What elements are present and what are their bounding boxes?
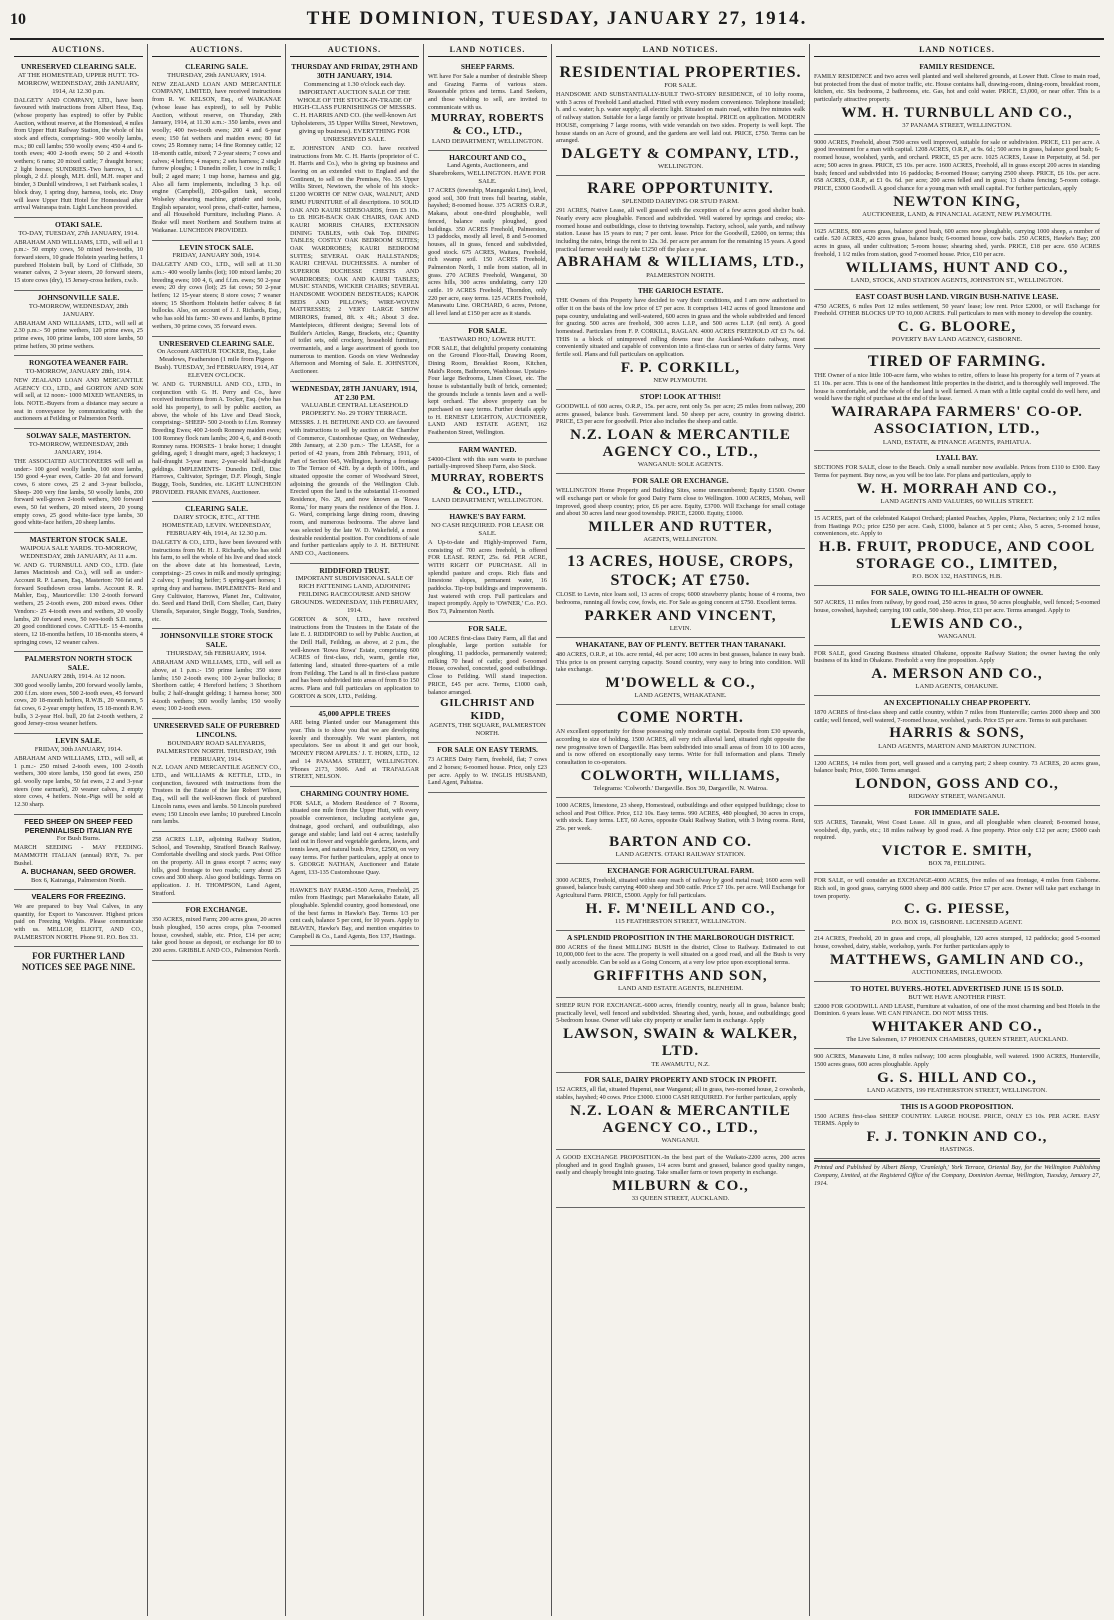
ad-title: WEDNESDAY, 28TH JANUARY, 1914, AT 2.30 P.M. — [291, 383, 418, 402]
agent-address: Telegrams: 'Colworth.' Dargaville. Box 39, Dargaville, N. Wairoa. — [593, 784, 768, 792]
agent-name: LONDON, GOSS AND CO., — [855, 776, 1059, 792]
agent-address: AUCTIONEERS, INGLEWOOD. — [911, 969, 1003, 977]
printer-imprint: Printed and Published by Albert Blemp, 'Cranleigh,' York Terrace, Oriental Bay, for the Wellington Publishing Company, Limited, at the Registered Office of the Company, Dominion Avenue, Wellington, Tuesday, January 27, 1914. — [814, 1160, 1100, 1187]
agent-name: NEWTON KING, — [893, 193, 1021, 210]
agent-name: MILBURN & CO., — [612, 1178, 749, 1195]
ad-body: 1000 ACRES, limestone, 23 sheep, Homestead, outbuildings and other equipped buildings; close to school and Post Office. Price, £12 10s. Easy terms. 990 ACRES, 480 ploughed, 30 acres in crops, with stock. Easy terms. LET, 60 Acres, opposite Otaki Railway Station, with 3 living rooms. Rent, 25s. per week. — [556, 801, 805, 832]
ad-body: 15 ACRES, part of the celebrated Kaiapoi Orchard; planted Peaches, Apples, Plums, Nectarines; only 2 1/2 miles from Hastings P.O.; price £250 per acre. Cash, £1000, balance at 5 per cent.; Also, 5 acres, 5-roomed house, conveniences, etc. Apply to — [814, 514, 1100, 538]
advertisement — [290, 707, 419, 787]
ad-title: SOLWAY SALE, MASTERTON. — [26, 431, 131, 441]
ad-body: 800 ACRES of the finest MILLING BUSH in the district, Close to Railway. Estimated to cut 10,000,000 feet to the acre. The property is well situated on a good road, and all the Bush is very easily accessible. Can be sold as a Going Concern, at a very low price upon exceptional terms. — [556, 943, 805, 967]
advertisement — [14, 734, 143, 815]
advertisement — [814, 873, 1100, 931]
ad-body: 73 ACRES Dairy Farm, freehold, flat; 7 cows and 2 horses; 6-roomed house. Price, only £23 per acre. Apply to W. INGLIS HUSBAND, Land Agent, Pahiatua. — [428, 756, 547, 787]
ad-body: GORTON & SON, LTD., have received instructions from the Trustees in the Estate of the late E. J. RIDDIFORD to sell by Public Auction, at the Drill Hall, Feilding, as above, at 2 p.m., the well-known 'Rowa Rowa' Estate, comprising 600 ACRES of first-class, rich, warm, gentle rise, fattening land, situated three-quarters of a mile from Feilding. The Land is all in first-class pasture and has been subdivided into areas of from 8 to 150 acres. Plans and full particulars on application to GORTON & SON, LTD., Feilding. — [290, 615, 419, 700]
ad-subtitle: Land Agents, Auctioneers, and Sharebrokers, WELLINGTON. HAVE FOR SALE. — [429, 162, 546, 186]
ad-title: JOHNSONVILLE SALE. — [37, 292, 120, 302]
ad-body: FOR SALE, or will consider an EXCHANGE-4000 ACRES, five miles of sea frontage, 4 miles from Gisborne. Rich soil, in good grass, carrying 6000 sheep and 800 cattle. Price £7 per acre. Owner will take part exchange in town property. — [814, 877, 1100, 900]
ad-body: 214 ACRES, Freehold, 20 in grass and crops, all ploughable, 120 acres stumped, 12 paddocks; good 5-roomed house, cowshed, dairy, stable, workshop, yards. For further particulars apply to — [814, 935, 1100, 951]
ad-body: 507 ACRES, 11 miles from railway, by good road, 250 acres in grass, 50 acres ploughable, well fenced; 5-roomed house, cowshed, hayshed; carrying 100 cattle, 500 sheep. Price, £13 per acre. Terms arranged. Apply to — [814, 599, 1100, 614]
advertisement — [14, 60, 143, 218]
ad-title: EAST COAST BUSH LAND. VIRGIN BUSH-NATIVE LEASE. — [855, 291, 1059, 301]
agent-address: NEW PLYMOUTH. — [653, 377, 708, 385]
ad-body: 3000 ACRES, Freehold, situated within easy reach of railway by good metal road; 1600 acres well grassed, balance bush; carrying 4000 sheep and 300 cattle. Price £7 10s. per acre. Will Exchange for Agricultural Farm. PRICE, £5000. Apply for full particulars. — [556, 876, 805, 900]
feed-body: MARCH SEEDING - MAY FEEDING. MAMMOTH ITALIAN (annual) RYE, 7s. per Bushel. — [14, 844, 143, 867]
ad-title: COME NORTH. — [617, 709, 744, 727]
page-number: 10 — [10, 11, 26, 28]
advertisement — [14, 218, 143, 291]
ad-title: FOR SALE. — [468, 623, 507, 633]
agent-name: DALGETY & COMPANY, LTD., — [561, 145, 800, 162]
agent-address: LAND AGENTS AND VALUERS, 60 WILLIS STREET. — [880, 497, 1034, 505]
ad-title: RONGOTEA WEANER FAIR. — [29, 358, 128, 368]
agent-address: WANGANUI. — [938, 632, 976, 640]
column-heading: LAND NOTICES. — [814, 44, 1100, 57]
agent-address: LAND AGENTS, MARTON AND MARTON JUNCTION. — [878, 742, 1036, 750]
ad-title: 45,000 APPLE TREES — [318, 708, 391, 718]
ad-title: FOR SALE. — [468, 325, 507, 335]
ad-body: 258 ACRES L.I.P., adjoining Railway Station, School, and Township, Stratford Branch Railway. Comfortable dwelling and stock yards. Post Office on the property. All in grass except 7 acres; easy hills, good frontage to two roads; carry about 25 cows and 300 sheep. Also good buildings. Terms on application. J. H. THOMPSON, Land Agent, Stratford. — [152, 835, 281, 897]
ad-title: FOR SALE OR EXCHANGE. — [632, 476, 729, 486]
vealers-title: VEALERS FOR FREEZING. — [31, 892, 126, 902]
agent-name: C. G. BLOORE, — [897, 318, 1017, 335]
ad-subtitle: TO-MORROW, WEDNESDAY, 28th JANUARY. — [28, 302, 129, 318]
ad-body: ABRAHAM AND WILLIAMS, LTD., will sell, at 1 p.m.:- 250 mixed 2-tooth ewes, 100 2-tooth wethers, 300 store lambs, 150 good fat ewes, 250 gd. woolly rape lambs, 50 fat ewes, 2 2 and 3-year steers (one earmark), 20 weaner calves, 2 empty store cows, 4 heifers. Note.-Pigs will be sold at 12.30 sharp. — [14, 754, 143, 808]
see-page-nine-notice: FOR FURTHER LAND NOTICES SEE PAGE NINE. — [21, 951, 136, 973]
ad-body: 4750 ACRES, 6 miles Port 12 miles settlement, 50 years' lease; low rent. Price £2000, or will Exchange for Freehold. OTHER BLOCKS UP TO 10,000 ACRES. Full particulars to men with money to develop the country. — [814, 302, 1100, 318]
ad-title: JOHNSONVILLE STORE STOCK SALE. — [159, 631, 274, 650]
ad-title: SHEEP FARMS. — [460, 62, 515, 71]
ad-subtitle: 'EASTWARD HO,' LOWER HUTT. — [439, 335, 536, 343]
ad-title: THIS IS A GOOD PROPOSITION. — [900, 1101, 1014, 1111]
ad-title: CLEARING SALE. — [185, 504, 248, 514]
feed-sheep-advertisement — [14, 815, 143, 891]
advertisement — [428, 60, 547, 151]
advertisement — [290, 564, 419, 707]
columns — [10, 44, 1104, 1616]
ad-subtitle: TO-MORROW, JANUARY 28th, 1914. — [25, 368, 132, 376]
ad-body: SHEEP RUN FOR EXCHANGE.-6000 acres, friendly country, nearly all in grass, balance bush; practically level, well fenced and subdivided. Shearing shed, yards, house, and outbuildings; good 5-bedroom house. Owner will take city property or smaller farm in exchange. Apply — [556, 1001, 805, 1025]
ad-title: UNRESERVED SALE OF PUREBRED LINCOLNS. — [153, 720, 280, 739]
agent-address: POVERTY BAY LAND AGENCY, GISBORNE. — [891, 336, 1023, 344]
agent-address: LAND AND ESTATE AGENTS, BLENHEIM. — [617, 985, 744, 993]
newspaper-title: THE DOMINION, TUESDAY, JANUARY 27, 1914. — [306, 8, 808, 29]
ad-subtitle: On Account ARTHUR TOCKER, Esq., Lake Meadows, Featherston (1 mile from Pigeon Bush). TUESDAY, 3rd FEBRUARY, 1914, AT ELEVEN O'CLOCK. — [154, 348, 279, 380]
advertisement — [290, 883, 419, 947]
agent-name: COLWORTH, WILLIAMS, — [580, 767, 781, 784]
ad-title: THURSDAY AND FRIDAY, 29TH AND 30TH JANUARY, 1914. — [291, 62, 418, 80]
column-auctions-1 — [10, 44, 148, 1616]
agent-name: PARKER AND VINCENT, — [584, 607, 777, 624]
ad-body: 935 ACRES, Taranaki, West Coast Lease. All in grass, and all ploughable when cleared; 8-roomed house, woolshed, dip, yards, etc.; 18 miles railway by good road. A fine property. Price only £12 per acre; £5000 cash required. — [814, 819, 1100, 842]
ad-body: HANDSOME AND SUBSTANTIALLY-BUILT TWO-STORY RESIDENCE, of 10 lofty rooms, with 3 acres of Freehold Land attached. Fitted with every modern convenience. Telephone installed; h. and c. water; h.p. water supply; all electric light. Situated on main road, within five minutes walk of railway station. Suitable for a large family or private hospital. PRICE on application. MODERN HOUSE, comprising 7 large rooms, with wide verandah on two sides. Property is well kept. The house stands on an Acre of ground, and the gardens are well laid out. PRICE, £750. Terms can be arranged. — [556, 91, 805, 145]
vealers-body: We are prepared to buy Veal Calves, in any quantity, for Export to Vancouver. Highest prices paid on Freezing Weights. Please communicate with us. MELLOP, ELIOTT, AND CO., PALMERSTON NORTH. Phone 91. P.O. Box 33. — [14, 903, 143, 941]
ad-title: RARE OPPORTUNITY. — [587, 180, 774, 198]
agent-address: AGENTS, THE SQUARE, PALMERSTON NORTH. — [429, 722, 546, 738]
ad-body: AN excellent opportunity for those possessing only moderate capital. Deposits from £30 upwards, according to size of holding. 1500 ACRES, all very rich alluvial land, situated right opposite the new progressive town of Dargaville. Has been subdivided into small areas of from 10 to 100 acres, and is now offered on exceptionally easy terms. Write for full information and plans. Timely consultation to co-operators. — [556, 728, 805, 767]
ad-body: A Up-to-date and Highly-improved Farm, consisting of 700 acres freehold, is offered FOR LEASE. RENT, 25s. 6d. PER ACRE, WITH RIGHT OF PURCHASE. All in splendid pasture and crops. Rich flats and limestone slopes, permanent water, 16 paddocks. Tip-top buildings and improvements. Just watered with crop. Full particulars and inspect promptly. Apply to 'OWNER,' C.o. P.O. Box 73, Palmerston North. — [428, 538, 547, 616]
advertisement — [814, 586, 1100, 645]
agent-name: W. H. MORRAH AND CO., — [856, 480, 1058, 497]
ad-body: WELLINGTON Home Property and Building Sites, some unencumbered; Equity £1500. Owner will exchange part or whole for good Dairy Farm close to Wellington. 1000 ACRES, Mohau, well improved, good sheep country; price, £6 per acre. Equity, £3700. Will Exchange for small cottage and about 30 acres land near good township. PRICE, £2000. Equity, £1000. — [556, 487, 805, 518]
advertisement — [814, 696, 1100, 755]
ad-body: NEW ZEALAND LOAN AND MERCANTILE COMPANY, LIMITED, have received instructions from R. W. KELSON, Esq., of WAIKANAE (whose lease has expired), to sell by Public Auction, without reserve, on Thursday, 29th January, 1914, at 11.30 a.m.:- 350 lambs, ewes and woolly; 400 two-tooth ewes; 200 4 and 6-year ewes; 150 fat wethers and maiden ewes; 80 fat cows; 25 Romney rams; 14 fine Romney cattle; 12 18-month cattle, mixed; 7 2-year steers; 7 cows and calves; 4 heifers; 4 reapers; 2 sets harness; 2 single furrow ploughs; 1 Dunedin roller, 1 cow in milk; 1 bull; 2 aged mare; 1 trap horse, harness and gig. Also all farm implements, including 3 h.p. oil engine (Campbell), 200-gallon tank, second Wolseley shearing machine, grinder and tools, English separator, wool press, chaff-cutter, harness, and all Household Furniture, including Piano. A Brake will meet Northern and Southern trains at Waikanae. LUNCHEON PROVIDED. — [152, 80, 281, 234]
ad-subtitle: IMPORTANT SUBDIVISIONAL SALE OF RICH FATTENING LAND, ADJOINING FEILDING RACECOURSE AND SHOW GROUNDS. WEDNESDAY, 11th FEBRUARY, 1914. — [290, 575, 419, 615]
ad-body: E. JOHNSTON AND CO. have received instructions from Mr. C. H. Harris (proprietor of C. H. Harris and Co.), who is giving up business and leaving on an extended visit to England and the Continent, to sell on the Premises, No. 35 Upper Willis Street, Newtown, the whole of his stock:- £1200 WORTH OF NEW OAK, WALNUT, AND RIMU FURNITURE of all descriptions. 10 SOLID OAK AND KAURI SIDEBOARDS, from £3 10s. to £8. HIGH-BACK OAK CHAIRS, OAK AND KAURI MORRIS CHAIRS, EXTENSION DINING TABLES, with Oak Top. DINING TABLES; COSTLY OAK BEDROOM SUITES; OAK WARDROBES; KAURI BEDROOM SUITES; SEVERAL OAK HALLSTANDS; KAURI CHEVAL DUCHESSES. A number of SUPERIOR DUCHESSE CHESTS AND WARDROBES; OAK AND KAURI TABLES; MUSIC STANDS, WICKER CHAIRS; SEVERAL HANDSOME WOODEN BEDSTEADS; KAPOK BEDS AND PILLOWS; WIRE-WOVEN MATTRESSES; 2 VERY LARGE SHOW MIRRORS, framed, 8ft. x 4ft.; About 3 doz. Mantelpieces, different designs; Several lots of Builder's Articles, Range, Brackets, etc.; Quantity of toilet sets, odd crockery, household furniture, overmantels, and a large assortment of goods too numerous to mention. Goods on view Wednesday Afternoon and Morning of Sale. E. JOHNSTON, Auctioneer. — [290, 145, 419, 375]
ad-subtitle: BOUNDARY ROAD SALEYARDS, PALMERSTON NORTH. THURSDAY, 19th FEBRUARY, 1914. — [156, 739, 277, 763]
agent-address: LAND AGENTS, 199 FEATHERSTON STREET, WELLINGTON. — [866, 1086, 1048, 1094]
ad-title: LEVIN SALE. — [55, 736, 102, 746]
advertisement — [428, 443, 547, 510]
advertisement — [152, 719, 281, 832]
masthead — [10, 8, 1104, 40]
ad-body: 350 ACRES, mixed Farm; 200 acres grass, 20 acres bush ploughed, 150 acres crops, plus 7-roomed house, cowshed, stable, etc. Price, £14 per acre; take good house as deposit, or exchange for 80 to 200 acres. GRIBBLE AND CO., Palmerston North. — [152, 916, 281, 955]
advertisement — [14, 652, 143, 734]
ad-body: NEW ZEALAND LOAN AND MERCANTILE AGENCY CO., LTD., and GORTON AND SON will sell, at 12 noon:- 1000 MIXED WEANERS, in lots. NOTE.-Buyers from a distance may secure a seat in conveyance by communicating with the auctioneers at Feilding or Palmerston North. — [14, 377, 143, 423]
agent-address: AGENTS, WELLINGTON. — [643, 536, 718, 544]
agent-address: AUCTIONEER, LAND, & FINANCIAL AGENT, NEW PLYMOUTH. — [862, 210, 1052, 218]
ad-title: CLEARING SALE. — [185, 62, 248, 71]
ad-body: 17 ACRES (township, Maungaraki Line), level, good soil, 300 fruit trees full bearing, stable, hayshed; 8-roomed house. 375 ACRES O.R.P., Makara, about one-third ploughable, well fenced, balance easily ploughed, good buildings. 350 ACRES Freehold, Palmerston, 13 paddocks, mostly all level, 8 and 5-roomed houses, all in grass, fenced and subdivided, good stock. 675 ACRES, Waitara, Freehold, rich swamp soil. 150 ACRES Freehold, Palmerston North, 1 mile from station, all in grass. 270 ACRES Freehold, Wanganui, 30 acres hills, 300 acres undulating, carry 120 cattle. 19 ACRES Freehold, Thorndon, only 220 per acre, easy terms. 125 ACRES Freehold, Manawatu Line. ORCHARD, 6 acres, Petone, all level land at £150 per acre as it stands. — [428, 187, 547, 318]
column-auctions-2 — [148, 44, 286, 1616]
agent-address: PALMERSTON NORTH. — [646, 271, 715, 279]
advertisement — [814, 349, 1100, 451]
advertisement — [14, 533, 143, 652]
ad-subtitle: DAIRY STOCK, ETC., AT THE HOMESTEAD, LEVIN. WEDNESDAY, FEBRUARY 4th, 1914, At 12.30 p.m. — [162, 514, 271, 537]
ad-body: 291 ACRES, Native Lease, all well grassed with the exception of a few acres good shelter bush. Nearly every acre ploughable. Fenced and subdivided. Well watered by springs and creeks; six-roomed house and outbuildings, close to thriving township. Factory, school, sale yards, and railway station. Lease has 15 years to run; 7 per cent. lease. Price for the Goodwill, £2600, on terms; this including the rates, brings the rent to 12s. 3d. per acre per annum for the remaining 15 years. A good practical farmer would easily take £1250 off the place a year. — [556, 207, 805, 253]
agent-address: LAND, STOCK, AND STATION AGENTS, JOHNSTON ST., WELLINGTON. — [850, 276, 1064, 284]
column-heading: AUCTIONS. — [152, 44, 281, 57]
ad-body: GOODWILL of 600 acres, O.R.P., 15s. per acre, rent only 5s. per acre; 25 miles from railway, 200 acres grassed, balance bush. Government land. 50 sheep per acre, country in growing district. PRICE, £3 per acre for goodwill. Price also includes the sheep and cattle. — [556, 402, 805, 426]
ad-title: HARCOURT AND CO., — [449, 152, 526, 162]
ad-body: W. AND G. TURNBULL AND CO., LTD. (late James Macintosh and Co.), will sell as under:- Account R. P. Larsen, Esq., Masterton: 700 fat and forward Southdown cross lambs. Account R. R. Mahler, Esq., Mauriceville: 130 2-tooth forward wethers, 25 2-tooth ewes, 200 mixed ewes. Other Vendors:- 25 4-tooth ewes and wethers, 20 woolly lambs, 20 forward ewes, 50 two-tooth S.D. rams, 20 good conditioned cows. CATTLE- 15 4-months steers, 12 18-months heifers, 10 18-months steers, 4 springing cows, 12 weaner calves. — [14, 561, 143, 646]
agent-name: G. S. HILL AND CO., — [877, 1069, 1037, 1086]
advertisement — [428, 151, 547, 324]
advertisement — [14, 356, 143, 429]
agent-name: F. J. TONKIN AND CO., — [866, 1129, 1048, 1146]
ad-subtitle: FRIDAY, JANUARY 30th, 1914. — [172, 252, 261, 260]
advertisement — [556, 931, 805, 998]
ad-body: HAWKE'S BAY FARM.-1500 Acres, Freehold, 25 miles from Hastings; part Maraekakaho Estate, all ploughable. Splendid country, good homestead, one of the best farms in Hawke's Bay. Terms 1/3 per cent cash, balance 5 per cent, for 10 years. Apply to BEAVEN, Hawke's Bay, and mention enquiries to Campbell & Co., Land Agents, Box 137, Hastings. — [290, 886, 419, 940]
feed-subtitle: PERENNIALISED ITALIAN RYE — [24, 825, 133, 835]
ad-title: AN EXCEPTIONALLY CHEAP PROPERTY. — [883, 698, 1031, 708]
column-heading: AUCTIONS. — [290, 44, 419, 57]
ad-body: ARE being Planted under our Management this year. This is to show you that we are developing keenly and thoroughly. We want planters, not speculators. See us about it and get our book, 'MONEY FROM APPLES.' J. T. HORN, LTD., 12 and 14 PANAMA STREET, WELLINGTON. 'Phones 2173, 3606. And at TRAFALGAR STREET, NELSON. — [290, 719, 419, 781]
ad-body: DALGETY & CO., LTD., have been favoured with instructions from Mr. H. J. Richards, who has sold his farm, to sell the whole of his live and dead stock on the above date at his homestead, Levin, comprising:- 25 cows in milk and mostly springing; 2 calves; 1 yearling heifer; 5 spring-gart horses; 1 spring dray and harness. IMPLEMENTS- Reid and Grey Cultivator, Harrows, Planet Jnr., Cultivator, do. Seed and Hand Drill, Corn Sheller, Cart, Dairy Utensils, Separator, Single Buggy, Tools, Sundries, etc. — [152, 538, 281, 623]
ad-body: THE Owner of a nice little 100-acre farm, who wishes to retire, offers to lease his property for a term of 7 years at £1 10s. per acre. This is one of the handsomest little properties in the district, and is thoroughly well improved. The house is comfortable, and the whole of the land is well farmed. A man with a little capital could do well here, and would have the right of purchase at the end of the lease. — [814, 372, 1100, 403]
ad-title: FOR SALE ON EASY TERMS. — [437, 745, 538, 755]
ad-subtitle: THURSDAY, 29th JANUARY, 1914. — [167, 71, 266, 79]
ad-title: A SPLENDID PROPOSITION IN THE MARLBOROUGH DISTRICT. — [566, 932, 795, 942]
advertisement — [556, 390, 805, 474]
ad-body: 480 ACRES, O.R.P., at 10s. acre rental, 4d. per acre; 100 acres in best grasses, balance in easy bush. This price is on present carrying capacity. Sound country, very easy to bring into condition. Will take exchange. — [556, 650, 805, 674]
ad-subtitle: NO CASH REQUIRED. FOR LEASE OR SALE. — [431, 522, 544, 538]
ad-body: DALGETY AND CO., LTD., will sell at 11.30 a.m.:- 400 woolly lambs (lot); 100 mixed lambs; 20 breeding ewes; 100 4, 6, and f.f.m. ewes; 50 2-year ewes; 20 dry cows (lot); 25 fat cows; 50 2-year heifers; 12 15-year steers; 8 store cows; 7 weaner steers; 15 Shorthorn Holstein heifer calves; 8 fat bullocks. Also, on account of J. J. Richards, Esq., who has sold his farm:- 30 ewes and lambs, 8 prime wethers, 30 prime cows, 35 forward ewes. — [152, 261, 281, 330]
ad-body: CLOSE to Levin, nice loam soil, 13 acres of crops; 6000 strawberry plants; house of 4 rooms, two bedrooms, running all fowls; cow, fowls, etc. For Sale as going concern at £750. Excellent terms. — [556, 591, 805, 607]
advertisement — [290, 382, 419, 564]
ad-title: 13 ACRES, HOUSE, CROPS, STOCK; AT £750. — [567, 553, 794, 590]
agent-address: WANGANUI. — [661, 1137, 700, 1145]
ad-body: DALGETY AND COMPANY, LTD., have been favoured with instructions from Albert Hess, Esq. (whose property has expired) to offer by Public Auction, without reserve, at the Homestead, 4 miles from Upper Hutt Railway Station, the whole of his stock and effects, comprising:- 900 woolly lambs, m.s.; 80 cull lambs; 550 woolly ewes; 450 4 and 6-tooth ewes; 400 2-tooth ewes; 50 2 and 4-tooth wethers; 6 rams; 20 mixed cattle; 7 draught horses; 2 light horses; SUNDRIES.-Two harrows, 1 s.f. plough, 2 d.f. plough, M.H. drill, M.H. reaper and binder, 3 Dunhill windrows, 1 set Fairbank scales, 1 block dray, 1 spring dray, harness, tools, etc. Dray will leave Upper Hutt Hotel for Homestead after arrival Wairarapa train. Light Luncheon provided. — [14, 96, 143, 212]
agent-name: BARTON AND CO. — [609, 833, 752, 850]
agent-name: H. F. M'NEILL AND CO., — [585, 900, 776, 917]
feed-price: For Bush Burns. — [56, 835, 101, 843]
agent-address: HASTINGS. — [939, 1146, 975, 1154]
agent-name: MURRAY, ROBERTS & CO., LTD., — [430, 472, 545, 497]
ad-body: £4000-Client with this sum wants to purchase partially-improved Sheep Farm, also Stock. — [428, 455, 547, 471]
agent-address: LAND AGENTS. OTAKI RAILWAY STATION. — [615, 850, 746, 858]
agent-address: BOX 78, FEILDING. — [928, 860, 986, 868]
ad-subtitle: FOR SALE. — [664, 82, 697, 90]
agent-name: N.Z. LOAN & MERCANTILE AGENCY CO., LTD., — [570, 426, 791, 461]
agent-name: VICTOR E. SMITH, — [881, 843, 1033, 860]
ad-subtitle: WAIPOUA SALE YARDS. TO-MORROW, WEDNESDAY, 28th JANUARY, At 11 a.m. — [19, 544, 138, 560]
ad-title: FAMILY RESIDENCE. — [919, 62, 995, 71]
ad-title: EXCHANGE FOR AGRICULTURAL FARM. — [607, 865, 754, 875]
advertisement — [814, 646, 1100, 697]
advertisement — [814, 451, 1100, 510]
ad-body: ABRAHAM AND WILLIAMS, LTD., will sell at 2.30 p.m.:- 50 prime wethers, 120 prime ewes, 25 prime ewes, 100 prime lambs, 100 store lambs, 50 prime heifers, 30 prime wethers. — [14, 319, 143, 350]
ad-subtitle: TO-MORROW, WEDNESDAY, 28th JANUARY, 1914. — [28, 441, 129, 456]
advertisement — [152, 337, 281, 503]
ad-body: 300 good woolly lambs, 200 forward woolly lambs, 200 f.f.m. store ewes, 500 2-tooth ewes, 45 forward cows, 20 18-month heifers, R.W.B., 20 weaners, 5 fat cows, 6 2-year empty heifers, 15 18-month R.W. bulls, 3 2-year Hol. bull, 20 fat 2-tooth wethers, 2 good Jersey-cross weaner heifers. — [14, 681, 143, 728]
feed-firm: A. BUCHANAN, SEED GROWER. — [21, 867, 136, 877]
advertisement — [556, 1150, 805, 1208]
ad-subtitle: AT THE HOMESTEAD, UPPER HUTT. TO-MORROW, WEDNESDAY, 28th JANUARY, 1914, At 12.30 p.m. — [17, 71, 140, 95]
ad-body: FAMILY RESIDENCE and two acres well planted and well sheltered grounds, at Lower Hutt. Close to main road, but protected from the dust of motor traffic, etc. House contains hall, drawing-room, dining-room, breakfast room, kitchen, etc. Six bedrooms, 2 bathrooms, etc. Gas, hot and cold water. PRICE, £3,000, or near offer. This is a particularly attractive property. — [814, 72, 1100, 103]
ad-body: THE ASSOCIATED AUCTIONEERS will sell as under:- 100 good woolly lambs, 100 store lambs, 150 good 4-year ewes, Cattle- 20 fat and forward cows, 6 store cows, 25 2 and 3-year bullocks, Sheep- 200 very fine lambs, 50 woolly lambs, 200 forward well-grown 2-tooth wethers, 300 forward ewes, 50 fat wethers, 20 mixed steers, 20 young empty cows, 25 good white-face type lambs, 30 good white-face heifers, 20 sheep lambs. — [14, 457, 143, 527]
ad-title: LEVIN STOCK SALE. — [179, 242, 254, 252]
advertisement — [814, 806, 1100, 873]
column-heading: AUCTIONS. — [14, 44, 143, 57]
advertisement — [556, 638, 805, 705]
ad-title: CHARMING COUNTRY HOME. — [300, 788, 409, 798]
ad-body: ABRAHAM AND WILLIAMS, LTD., will sell as above, at 1 p.m.:- 150 prime lambs; 350 store lambs; 150 2-tooth ewes; 100 2-year bullocks; 8 Shorthorn cattle; 4 Hereford heifers; 3 Shorthorn bulls; 2 half-draught gelding; 1 harness horse; 300 4-tooth wethers; 300 woolly lambs; 150 woolly ewes; 100 2-tooth ewes. — [152, 659, 281, 713]
ad-subtitle: BUT WE HAVE ANOTHER FIRST. — [908, 993, 1006, 1001]
advertisement — [556, 705, 805, 798]
ad-title: WHAKATANE, BAY OF PLENTY. BETTER THAN TARANAKI. — [575, 640, 786, 649]
ad-body: ABRAHAM AND WILLIAMS, LTD., will sell at 1 p.m.:- 50 empty cows, 50 mixed two-tooths, 10 forward steers, 10 grade Holstein yearling heifers, 1 purebred Holstein bull, by Lord of Cliffside, 30 weaner calves, 2 3-year steers, 20 forward steers, 15 store cows (dry), 15 Jersey-cross heifers, r.w.b. — [14, 238, 143, 285]
ad-body: N.Z. LOAN AND MERCANTILE AGENCY CO., LTD., and WILLIAMS & KETTLE, LTD., in conjunction, favoured with instructions from the Trustees in the Estate of the late Robert Wilson, Esq., will sell the well-known flock of purebred Lincoln rams, ewes and lambs. 50 Lincoln purebred ewes; 150 Lincoln ewe lambs; 10 purebred Lincoln ram lambs. — [152, 764, 281, 826]
ad-title: HAWKE'S BAY FARM. — [449, 512, 526, 522]
advertisement — [814, 931, 1100, 982]
agent-address: WELLINGTON. — [657, 163, 704, 171]
advertisement — [290, 787, 419, 883]
ad-title: OTAKI SALE. — [54, 219, 103, 229]
ad-title: FOR SALE, DAIRY PROPERTY AND STOCK IN PROFIT. — [584, 1075, 777, 1085]
ad-body: SECTIONS FOR SALE, close to the Beach. Only a small number now available. Prices from £110 to £300. Easy Terms for payment. Buy now, as you will be too late. For plans and particulars, apply to — [814, 464, 1100, 479]
ad-body: W. AND G. TURNBULL AND CO., LTD., in conjunction with G. H. Perry and Co., have received instructions from A. Tocker, Esq. (who has sold his property), to sell by public auction, as above, the whole of his Live and Dead Stock, comprising:- SHEEP- 500 2-tooth to f.f.m. Romney Breeding Ewes; 400 2-tooth Romney maiden ewes; 100 Romney flock ram lambs; 200 4, 6, and 8-tooth Romney rams. HORSES- 1 brake horse; 1 draught gelding, aged; 1 draught mare, aged; 3 hackneys; 1 half-draught 3-year mare; 2-year-old half-draught geldings. IMPLEMENTS- Dunedin Drill, Disc Harrows, Cultivator, Springer, D.F. Plough, Single Buggy, Tools, Sundries, etc. LIGHT LUNCHEON PROVIDED. FRANK EVANS, Auctioneer. — [152, 381, 281, 496]
ad-title: STOP! LOOK AT THIS!! — [640, 391, 721, 401]
agent-name: A. MERSON AND CO., — [871, 666, 1043, 683]
column-land-notices-2 — [552, 44, 810, 1616]
agent-address: WANGANUI: SOLE AGENTS. — [637, 461, 724, 469]
advertisement — [814, 1049, 1100, 1100]
agent-address: LAND AGENTS, OHAKUNE. — [915, 683, 999, 691]
agent-name: WAIRARAPA FARMERS' CO-OP. ASSOCIATION, LTD., — [831, 404, 1083, 438]
ad-body: FOR SALE, good Grazing Business situated Ohakune, opposite Railway Station; the owner having the only business of its kind in Ohakune. Freehold: a very fine proposition. Apply — [814, 649, 1100, 665]
agent-address: 33 QUEEN STREET, AUCKLAND. — [631, 1195, 730, 1203]
ad-body: 100 ACRES first-class Dairy Farm, all flat and ploughable, large portion suitable for ploughing, 11 paddocks, permanently watered; milking 70 head of cattle; good 6-roomed House, cowshed, concreted, good outbuildings. Close to Feilding. Will stand inspection. PRICE, £45 per acre. Terms, £1000 cash, balance arranged. — [428, 634, 547, 696]
vealers-advertisement — [14, 890, 143, 947]
ad-title: RIDDIFORD TRUST. — [319, 565, 390, 575]
ad-title: FOR IMMEDIATE SALE. — [914, 808, 1000, 818]
agent-address: 115 FEATHERSTON STREET, WELLINGTON. — [615, 917, 746, 925]
ad-subtitle: FRIDAY, 30th JANUARY, 1914. — [34, 745, 123, 753]
advertisement — [556, 998, 805, 1073]
advertisement — [556, 284, 805, 390]
ad-title: FOR SALE, OWING TO ILL-HEALTH OF OWNER. — [870, 588, 1044, 598]
agent-name: H.B. FRUIT, PRODUCE, AND COOL STORAGE CO., LIMITED, — [818, 538, 1096, 573]
ad-body: 900 ACRES, Manawatu Line, 8 miles railway; 100 acres ploughable, well watered. 1900 ACRES, Hunterville, 1500 acres grass, 600 acres ploughable. Apply — [814, 1053, 1100, 1068]
advertisement — [556, 549, 805, 638]
advertisement — [556, 474, 805, 549]
advertisement — [152, 832, 281, 904]
advertisement — [428, 622, 547, 743]
advertisement — [814, 60, 1100, 135]
ad-body: £2000 FOR GOODWILL AND LEASE, Furniture at valuation, of one of the most charming and best Hotels in the Dominion. 6 years lease. WE CAN FINANCE. DO NOT MISS THIS. — [814, 1002, 1100, 1018]
agent-name: WM. H. TURNBULL AND CO., — [841, 104, 1073, 121]
agent-name: LAWSON, SWAIN & WALKER, LTD. — [563, 1026, 798, 1060]
ad-title: FOR EXCHANGE. — [185, 905, 248, 915]
agent-name: ABRAHAM & WILLIAMS, LTD., — [556, 254, 805, 271]
column-auctions-3 — [286, 44, 424, 1616]
ad-body: 1870 ACRES of first-class sheep and cattle country, within 7 miles from Hunterville; carries 2000 sheep and 300 cattle; well fenced, well watered, 7-roomed house, woolshed, yards. Price £5 per acre. Terms to suit purchaser. — [814, 709, 1100, 724]
ad-subtitle: SPLENDID DAIRYING OR STUD FARM. — [622, 198, 739, 206]
agent-name: WHITAKER AND CO., — [871, 1019, 1043, 1036]
advertisement — [814, 511, 1100, 586]
advertisement — [814, 982, 1100, 1049]
advertisement — [814, 224, 1100, 290]
ad-body: MESSRS. J. H. BETHUNE AND CO. are favoured with instructions to sell by auction at the Chamber of Commerce, Customhouse Quay, on Wednesday, 28th January, at 2.30 p.m.:- The LEASE, for a period of 42 years, from 28th February, 1911, of Part of Section 645, Wellington, having a frontage to The Terrace of 42ft. by a depth of 100ft., and situated opposite the corner of Woodward Street, adjoining the grounds of the Wellington Club. Erected upon the land is the substantial 11-roomed Residence, No. 29, and now known as 'Rowa Roma,' for many years the residence of the Hon. J. G. Ward, comprising large dining room, drawing room, and numerous bedrooms. The above land was selected by the late W. D. Wakefield, a most desirable residential position. For conditions of sale and further particulars apply to J. H. BETHUNE AND CO., Auctioneers. — [290, 419, 419, 557]
agent-name: WILLIAMS, HUNT AND CO., — [845, 259, 1069, 276]
column-land-notices-3 — [810, 44, 1104, 1616]
advertisement — [152, 502, 281, 629]
advertisement — [556, 60, 805, 176]
advertisement — [814, 1100, 1100, 1159]
agent-name: F. P. CORKILL, — [620, 359, 741, 376]
ad-body: A GOOD EXCHANGE PROPOSITION.-In the best part of the Waikato-2200 acres, 200 acres ploughed and in good English grasses, 1/4 acres burnt and grassed, balance good quality ranges, easily and cheaply brought into grazing. Take smaller farm or town property in exchange. — [556, 1154, 805, 1177]
ad-title: UNRESERVED CLEARING SALE. — [158, 338, 275, 348]
agent-address: LAND, ESTATE, & FINANCE AGENTS, PAHIATUA. — [882, 438, 1032, 446]
ad-body: FOR SALE, a Modern Residence of 7 Rooms, situated one mile from the Upper Hutt, with every possible convenience, including acetylene gas, drainage, good orchard, and outbuildings, also garage and stable; land laid out 4 acres; tastefully laid out in flower and vegetable gardens, lawns, and tennis lawn, and natural bush. Price, £2500, on very easy terms. For further particulars, apply at once to S. GEORGE NATHAN, Auctioneer and Estate Agent, 133-135 Customhouse Quay. — [290, 799, 419, 876]
ad-title: LYALL BAY. — [936, 453, 978, 463]
agent-address: The Live Salesmen, 17 PHOENIX CHAMBERS, QUEEN STREET, AUCKLAND. — [846, 1036, 1068, 1044]
ad-body: THE Owners of this Property have decided to vary their conditions, and I am now authorised to offer it on the basis of the low price of £7 per acre. It comprises 1412 acres of good limestone and papa country, undulating and well-watered, 600 acres in grass and the whole subdivided and fenced for grazing. 500 acres are freehold, 300 acres L.I.P., and 500 acres L.I.P. (nil rent). A good homestead. Particulars from F. P. CORKILL, RAGLAN. 4000 ACRES FREEHOLD AT £3 7s. 6d. THIS is a block of unimproved rolling downs near the Auckland-Waikato railway, most conveniently situated and capable of conversion into a first-class run or series of dairy farms. Very fertile soil. Plans and full particulars on application. — [556, 297, 805, 359]
agent-name: LEWIS AND CO., — [890, 615, 1024, 632]
ad-subtitle: JANUARY 28th, 1914. At 12 noon. — [31, 673, 126, 681]
agent-name: M'DOWELL & CO., — [605, 674, 756, 691]
ad-title: FARM WANTED. — [458, 444, 517, 454]
ad-subtitle: THURSDAY, 5th FEBRUARY, 1914. — [166, 650, 267, 658]
advertisement — [556, 176, 805, 284]
agent-address: P.O. BOX 132, HASTINGS, H.B. — [912, 573, 1002, 581]
feed-title: FEED SHEEP ON SHEEP FEED — [24, 816, 133, 826]
ad-body: 1625 ACRES, 800 acres grass, balance good bush, 600 acres now ploughable, carrying 1000 sheep, a number of cattle. 520 ACRES, 420 acres grass, balance bush; 6-roomed house, cow bails. 250 ACRES, Hawke's Bay; 200 acres in grass, all under cultivation; 5-room house; shearing shed, yards. PRICE, £18 per acre. 650 ACRES freehold, 1 1/2 miles from station, good 7-roomed house. Price, £10 per acre. — [814, 227, 1100, 258]
advertisement — [814, 290, 1100, 349]
advertisement — [814, 756, 1100, 807]
agent-address: RIDGWAY STREET, WANGANUI. — [908, 793, 1006, 801]
column-heading: LAND NOTICES. — [428, 44, 547, 57]
ad-body: 1200 ACRES, 14 miles from port, well grassed and a carrying part; 2 sheep country. 73 ACRES, 20 acres grass, balance bush; Price, £600. Terms arranged. — [814, 759, 1100, 775]
agent-address: 37 PANAMA STREET, WELLINGTON. — [902, 121, 1012, 129]
advertisement — [152, 629, 281, 718]
agent-address: LAND DEPARTMENT, WELLINGTON. — [431, 497, 544, 505]
ad-subtitle: Commencing at 1.30 o'clock each day. IMPORTANT AUCTION SALE OF THE WHOLE OF THE STOCK-IN-TRADE OF HIGH-CLASS FURNISHINGS OF MESSRS. C. H. HARRIS AND CO. (the well-known Art Upholsterers, 35 Upper Willis Street, Newtown, giving up business). EVERYTHING FOR UNRESERVED SALE. — [291, 80, 418, 144]
advertisement — [428, 324, 547, 443]
ad-body: 1500 ACRES first-class SHEEP COUNTRY. LARGE HOUSE. PRICE, ONLY £3 10s. PER ACRE. EASY TERMS. Apply to — [814, 1112, 1100, 1128]
agent-name: N.Z. LOAN & MERCANTILE AGENCY CO., LTD., — [570, 1102, 791, 1136]
advertisement — [814, 135, 1100, 224]
agent-name: MILLER AND RUTTER, — [588, 518, 773, 535]
feed-address: Box 6, Kairanga, Palmerston North. — [30, 877, 127, 885]
agent-name: GILCHRIST AND KIDD, — [440, 697, 535, 722]
ad-title: PALMERSTON NORTH STOCK SALE. — [24, 654, 133, 673]
agent-name: MATTHEWS, GAMLIN AND CO., — [830, 951, 1084, 968]
agent-name: MURRAY, ROBERTS & CO., LTD., — [430, 112, 545, 137]
ad-body: 152 ACRES, all flat, situated Hupenui, near Wanganui; all in grass, two-roomed house, 2 cowsheds, stables, hayshed; 40 cows. Price £3000. £1000 CASH REQUIRED. For further particulars, apply — [556, 1086, 805, 1101]
ad-title: RESIDENTIAL PROPERTIES. — [559, 64, 802, 81]
ad-subtitle: VALUABLE CENTRAL LEASEHOLD PROPERTY. No. 29 TORY TERRACE. — [301, 402, 408, 418]
advertisement — [556, 1073, 805, 1150]
agent-address: TE AWAMUTU, N.Z. — [651, 1060, 710, 1068]
agent-address: LAND AGENTS, WHAKATANE. — [634, 692, 727, 700]
column-land-notices-1 — [424, 44, 552, 1616]
ad-subtitle: TO-DAY, TUESDAY, 27th JANUARY, 1914. — [18, 229, 139, 237]
ad-title: TIRED OF FARMING. — [867, 353, 1047, 371]
advertisement — [14, 291, 143, 356]
advertisement — [152, 241, 281, 337]
agent-name: C. G. PIESSE, — [904, 901, 1010, 918]
column-heading: LAND NOTICES. — [556, 44, 805, 57]
agent-name: GRIFFITHS AND SON, — [593, 967, 768, 984]
advertisement — [428, 510, 547, 622]
ad-body: 9000 ACRES, Freehold, about 7500 acres well improved, suitable for sale or subdivision. PRICE, £11 per acre. A good investment for a man with capital. 1208 ACRES, O.R.P., at 9s. 6d.; 500 acres in grass, balance good bush; 6-roomed house, woolshed, yards, and orchard. PRICE, £5 per acre. 1025 ACRES, Lease in Perpetuity, at 5d. per acre; 500 acres in grass. PRICE, £5 10s. per acre. 1600 ACRES, Freehold, all in grass except 200 acres in standing bush; fenced and subdivided into 16 paddocks; 8-roomed House; carrying 2500 sheep. PRICE, £6 10s. per acre. 658 ACRES, O.R.P., at £1 0s. 6d. per acre; 200 acres felled and in grass; 13 chains fencing; 5-room cottage. PRICE, £3000 Goodwill. A good chance for a young man with small capital. For further particulars, apply — [814, 138, 1100, 192]
advertisement — [556, 798, 805, 864]
agent-name: HARRIS & SONS, — [889, 725, 1025, 742]
advertisement — [428, 743, 547, 793]
ad-title: UNRESERVED CLEARING SALE. — [20, 62, 137, 71]
advertisement — [556, 864, 805, 931]
advertisement — [152, 60, 281, 241]
agent-address: LEVIN. — [669, 625, 692, 633]
ad-body: WE have For Sale a number of desirable Sheep and Grazing Farms of various sizes. Reasonable prices and terms. Land Seekers, and those wishing to sell, are invited to communicate with us. — [428, 72, 547, 111]
agent-address: LAND DEPARTMENT, WELLINGTON. — [431, 137, 544, 145]
advertisement — [290, 60, 419, 382]
ad-body: FOR SALE, that delightful property containing on the Ground Floor-Hall, Drawing Room, Dining Room, Breakfast Room, Kitchen, Maid's Room, Bathroom, Washhouse. Upstairs-Four large Bedrooms, Linen Closet, etc. The house is substantially built of brick, cemented; the grounds include a tennis lawn and a well-kept orchard. The above property can be purchased on easy terms. Further details apply to H. ERNEST LEIGHTON, AUCTIONEER, LAND AND ESTATE AGENT, 162 Featherston Street, Wellington. — [428, 344, 547, 437]
advertisement — [14, 429, 143, 533]
ad-title: MASTERTON STOCK SALE. — [29, 535, 128, 545]
agent-address: P.O. BOX 19, GISBORNE. LICENSED AGENT. — [891, 918, 1023, 926]
advertisement — [152, 903, 281, 960]
ad-title: TO HOTEL BUYERS.-HOTEL ADVERTISED JUNE 15 IS SOLD. — [850, 984, 1064, 993]
ad-title: THE GARIOCH ESTATE. — [637, 286, 724, 296]
